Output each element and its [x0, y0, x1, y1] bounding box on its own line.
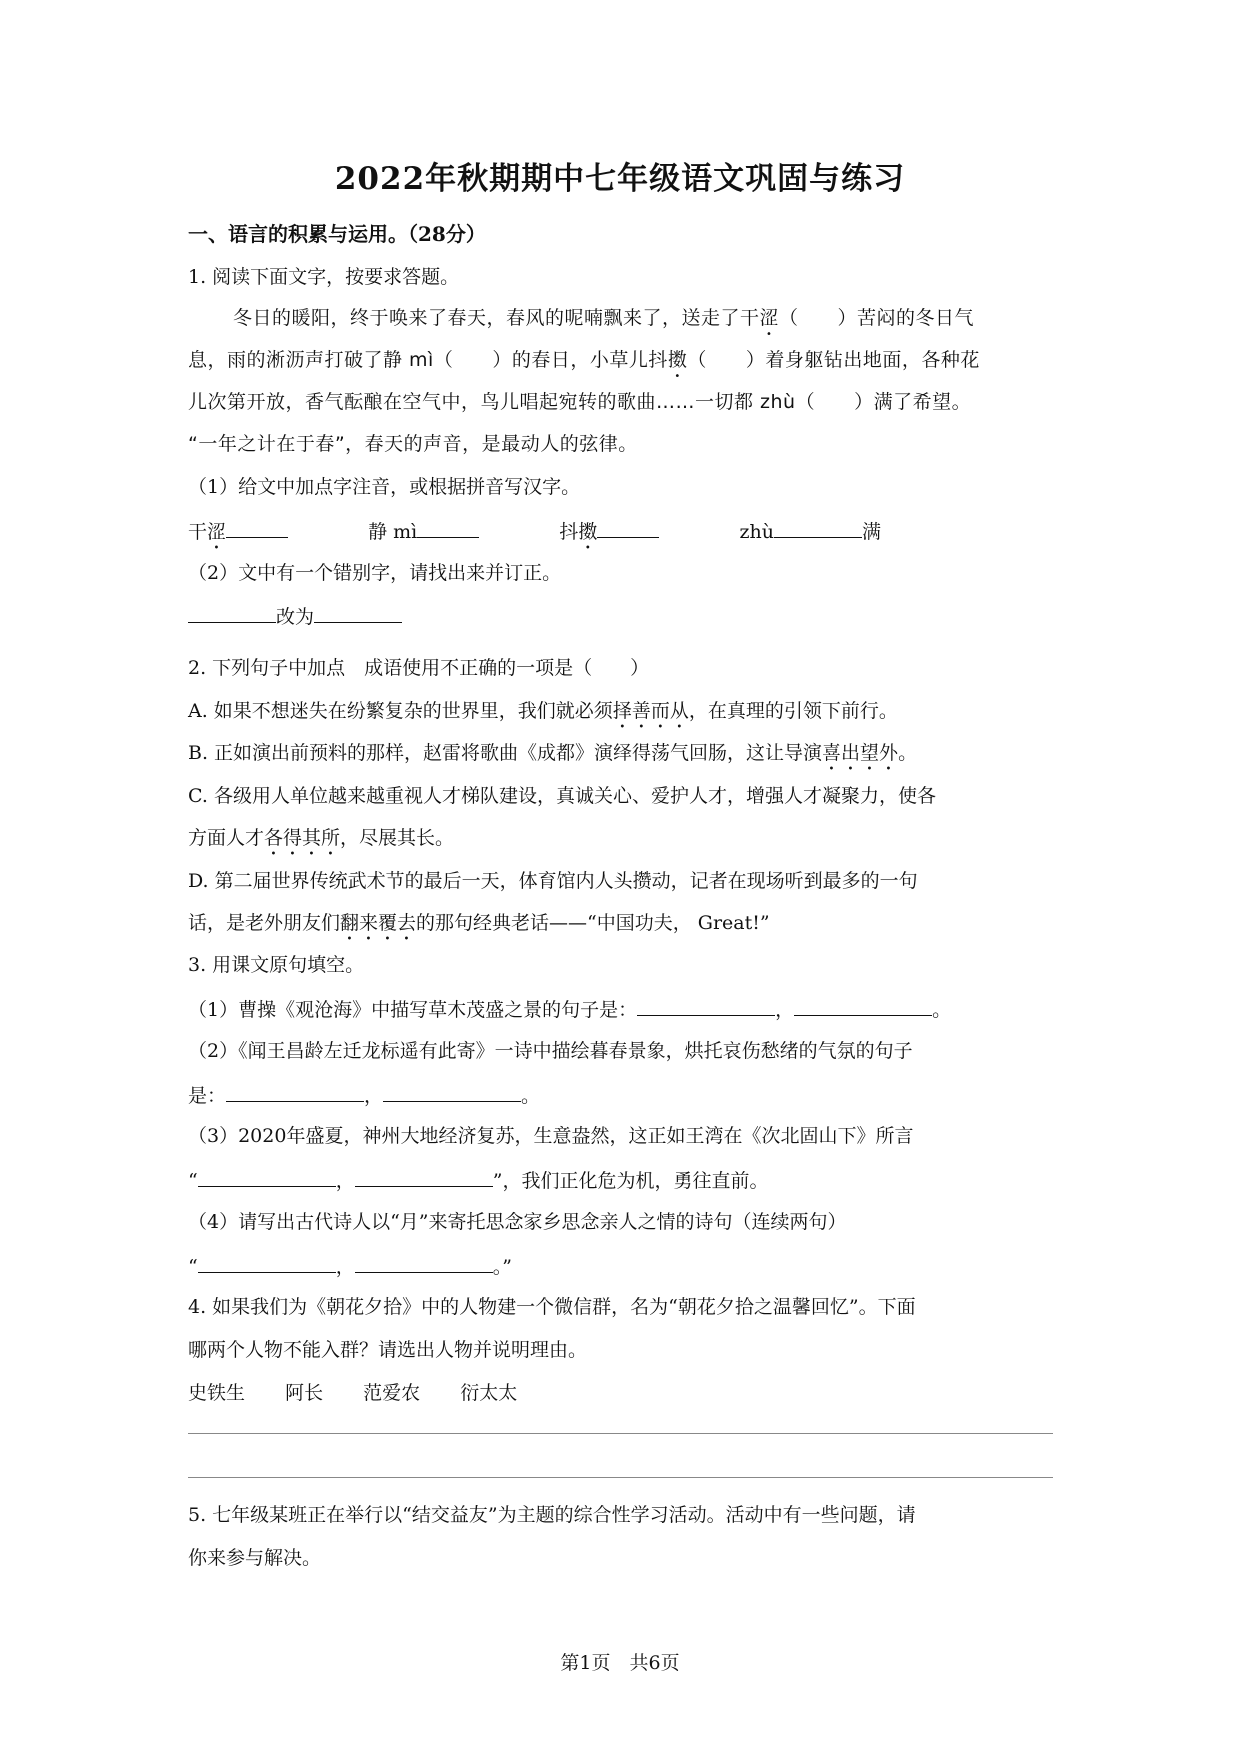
answer-blank[interactable] [637, 995, 775, 1016]
fill-item-3: 抖擞 [559, 521, 659, 543]
wrong-char-blank[interactable] [188, 602, 276, 623]
person-name: 阿长 [285, 1382, 324, 1404]
q2-option-b[interactable]: B. 正如演出前预料的那样，赵雷将歌曲《成都》演绎得荡气回肠，这让导演喜出望外。 [188, 742, 918, 764]
q5-stem-line-2: 你来参与解决。 [188, 1547, 322, 1569]
q3-item-2-cont: 是： ， 。 [188, 1081, 540, 1109]
q3-item-4-cont: “ ， 。” [188, 1252, 512, 1280]
q4-names [188, 1380, 517, 1406]
answer-blank[interactable] [355, 1252, 493, 1273]
q2-stem: 2. 下列句子中加点 成语使用不正确的一项是（ ） [188, 657, 650, 679]
q1-passage-line-3: 儿次第开放，香气酝酿在空气中，鸟儿唱起宛转的歌曲……一切都 zhù（ ）满了希望。 [188, 391, 972, 413]
person-name: 范爱农 [363, 1382, 421, 1404]
q2-option-d[interactable]: D. 第二届世界传统武术节的最后一天，体育馆内人头攒动，记者在现场听到最多的一句 [188, 870, 918, 892]
answer-blank[interactable] [226, 1081, 364, 1102]
answer-blank[interactable] [198, 1252, 336, 1273]
q3-item-2: （2）《闻王昌龄左迁龙标遥有此寄》一诗中描绘暮春景象，烘托哀伤愁绪的气氛的句子 [188, 1040, 913, 1062]
answer-line[interactable] [188, 1433, 1053, 1434]
q3-item-4: （4）请写出古代诗人以“月”来寄托思念家乡思念亲人之情的诗句（连续两句） [188, 1211, 847, 1233]
q1-correction-row: 改为 [188, 602, 402, 630]
q3-stem: 3. 用课文原句填空。 [188, 954, 365, 976]
answer-blank[interactable] [597, 517, 659, 538]
answer-blank[interactable] [226, 517, 288, 538]
q4-stem-line-1: 4. 如果我们为《朝花夕拾》中的人物建一个微信群，名为“朝花夕拾之温馨回忆”。下面 [188, 1296, 916, 1318]
answer-blank[interactable] [417, 517, 479, 538]
answer-blank[interactable] [383, 1081, 521, 1102]
answer-blank[interactable] [198, 1166, 336, 1187]
q2-option-c-cont: 方面人才各得其所，尽展其长。 [188, 827, 455, 849]
q2-option-c[interactable]: C. 各级用人单位越来越重视人才梯队建设，真诚关心、爱护人才，增强人才凝聚力，使各 [188, 785, 936, 807]
q1-fill-row [188, 517, 881, 554]
answer-blank[interactable] [794, 995, 932, 1016]
answer-line[interactable] [188, 1477, 1053, 1478]
q2-option-a[interactable]: A. 如果不想迷失在纷繁复杂的世界里，我们就必须择善而从，在真理的引领下前行。 [188, 700, 898, 722]
answer-blank[interactable] [355, 1166, 493, 1187]
q4-stem-line-2: 哪两个人物不能入群？请选出人物并说明理由。 [188, 1339, 588, 1361]
q1-sub1: （1）给文中加点字注音，或根据拼音写汉字。 [188, 476, 581, 498]
person-name: 衍太太 [460, 1382, 518, 1404]
fill-item-1: 干涩 [188, 521, 288, 543]
q3-item-3: （3）2020年盛夏，神州大地经济复苏，生意盎然，这正如王湾在《次北固山下》所言 [188, 1125, 914, 1147]
answer-blank[interactable] [774, 517, 862, 538]
q3-item-1: （1）曹操《观沧海》中描写草木茂盛之景的句子是： ， 。 [188, 995, 951, 1023]
q1-passage-line-2: 息，雨的淅沥声打破了静 mì（ ）的春日，小草儿抖擞（ ）着身躯钻出地面，各种花 [188, 349, 980, 371]
q3-item-3-cont: “ ， ”，我们正化危为机，勇往直前。 [188, 1166, 768, 1194]
person-name: 史铁生 [188, 1382, 246, 1404]
q2-option-d-cont: 话，是老外朋友们翻来覆去的那句经典老话——“中国功夫， Great!” [188, 912, 770, 934]
q1-passage-line-4: “一年之计在于春”，春天的声音，是最动人的弦律。 [188, 433, 638, 455]
fill-item-2: 静 mì [368, 521, 479, 543]
q1-stem: 1. 阅读下面文字，按要求答题。 [188, 266, 460, 288]
q1-passage-line-1: 冬日的暖阳，终于唤来了春天，春风的呢喃飘来了，送走了干涩（ ）苦闷的冬日气 [233, 307, 975, 329]
q5-stem-line-1: 5. 七年级某班正在举行以“结交益友”为主题的综合性学习活动。活动中有一些问题，请 [188, 1504, 916, 1526]
q1-sub2: （2）文中有一个错别字，请找出来并订正。 [188, 562, 562, 584]
correct-char-blank[interactable] [314, 602, 402, 623]
fill-item-4: zhù 满 [739, 521, 881, 543]
section-heading: 一、语言的积累与运用。（28分） [188, 222, 486, 246]
page-title: 2022年秋期期中七年级语文巩固与练习 [334, 161, 906, 197]
page-number: 第1页 共6页 [560, 1652, 680, 1674]
